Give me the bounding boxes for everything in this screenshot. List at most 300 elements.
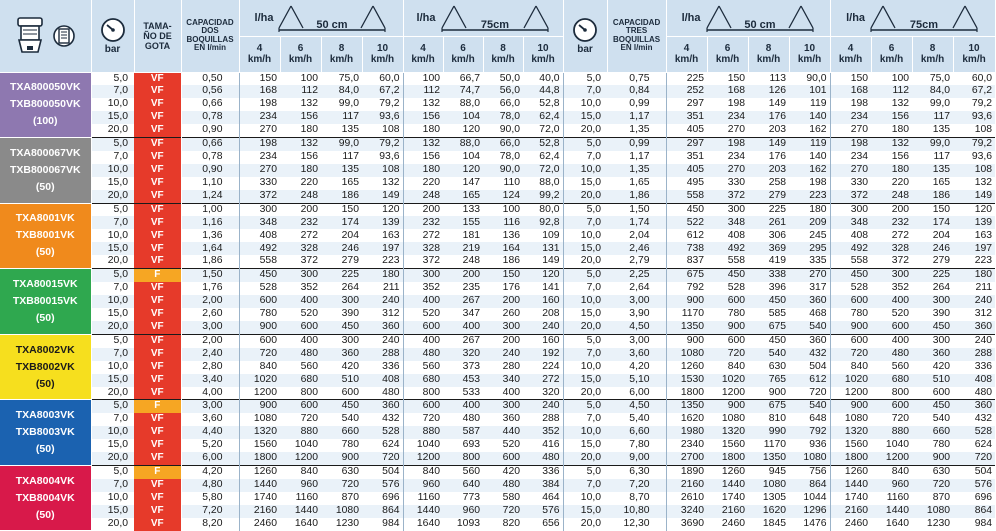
rate-75cm-three-cell: 1200 [830, 387, 871, 400]
rate-75cm-three-cell: 112 [871, 85, 912, 98]
rate-50cm-three-cell: 408 [707, 229, 748, 242]
rate-50cm-two-cell: 156 [280, 151, 321, 164]
rate-75cm-two-cell: 1440 [403, 505, 443, 518]
rate-50cm-three-cell: 252 [666, 85, 707, 98]
rate-50cm-three-cell: 720 [707, 348, 748, 361]
rate-50cm-two-cell: 720 [321, 479, 362, 492]
rate-75cm-three-cell: 510 [912, 374, 953, 387]
table-row [0, 229, 995, 242]
rate-50cm-three-cell: 450 [707, 269, 748, 282]
spacing-label: 75cm [909, 18, 939, 31]
rate-50cm-three-cell: 765 [748, 374, 789, 387]
rate-75cm-three-cell: 198 [830, 138, 871, 151]
pressure-cell: 15,0 [91, 439, 134, 452]
pressure-cell: 5,0 [563, 269, 607, 282]
rate-75cm-two-cell: 600 [403, 400, 443, 413]
capacity-three-cell: 5,10 [607, 374, 666, 387]
rate-50cm-three-cell: 338 [748, 269, 789, 282]
rate-50cm-two-cell: 60,0 [362, 72, 403, 85]
tip-model-line: TXA8003VK [15, 409, 75, 422]
speed-header [403, 36, 443, 72]
rate-50cm-two-cell: 300 [321, 334, 362, 347]
capacity-two-cell: 4,20 [181, 466, 239, 479]
rate-75cm-two-cell: 40,0 [523, 72, 563, 85]
pressure-cell: 5,0 [91, 400, 134, 413]
speed-header [707, 36, 748, 72]
rate-50cm-three-cell: 1296 [789, 505, 830, 518]
rate-50cm-three-cell: 270 [789, 269, 830, 282]
rate-75cm-three-cell: 480 [871, 348, 912, 361]
rate-50cm-three-cell: 900 [707, 400, 748, 413]
rate-50cm-three-cell: 330 [707, 177, 748, 190]
rate-50cm-three-cell: 245 [789, 229, 830, 242]
rate-75cm-two-cell: 960 [403, 479, 443, 492]
rate-50cm-two-cell: 720 [362, 452, 403, 465]
speed-unit: km/h [329, 54, 354, 65]
capacity-two-cell: 0,78 [181, 111, 239, 124]
rate-50cm-two-cell: 132 [362, 177, 403, 190]
rate-75cm-two-cell: 587 [443, 426, 483, 439]
rate-75cm-two-cell: 150 [483, 269, 523, 282]
rate-75cm-two-cell: 320 [523, 387, 563, 400]
rate-75cm-three-cell: 312 [953, 308, 995, 321]
rate-75cm-two-cell: 200 [403, 203, 443, 216]
rate-75cm-two-cell: 52,8 [523, 98, 563, 111]
speed-header [280, 36, 321, 72]
rate-50cm-two-cell: 450 [321, 321, 362, 334]
speed-value: 6 [460, 43, 466, 54]
rate-75cm-two-cell: 1200 [403, 452, 443, 465]
bar-label: bar [104, 43, 121, 55]
table-row [0, 426, 995, 439]
spray-pattern-icon [705, 4, 815, 32]
rate-50cm-two-cell: 197 [362, 242, 403, 255]
rate-75cm-two-cell: 280 [483, 361, 523, 374]
tip-model-line: (100) [32, 115, 58, 128]
drop-size-cell: VF [134, 177, 181, 190]
capacity-three-cell: 9,00 [607, 452, 666, 465]
rate-75cm-three-cell: 180 [871, 164, 912, 177]
tip-model-line: (50) [35, 443, 55, 456]
speed-header [912, 36, 953, 72]
speed-unit: km/h [920, 54, 945, 65]
pressure-cell: 10,0 [91, 492, 134, 505]
rate-75cm-three-cell: 960 [871, 479, 912, 492]
rate-75cm-three-cell: 132 [953, 177, 995, 190]
rate-75cm-two-cell: 147 [443, 177, 483, 190]
rate-75cm-three-cell: 372 [830, 190, 871, 203]
rate-50cm-two-cell: 696 [362, 492, 403, 505]
rate-50cm-two-cell: 248 [280, 190, 321, 203]
rate-50cm-three-cell: 600 [707, 334, 748, 347]
drop-size-cell: VF [134, 387, 181, 400]
rate-50cm-two-cell: 390 [321, 308, 362, 321]
table-row [0, 216, 995, 229]
rate-75cm-three-cell: 900 [912, 452, 953, 465]
pressure-gauge-icon [100, 17, 126, 43]
cap-three-line-4: EN l/min [620, 43, 653, 53]
rate-50cm-two-cell: 198 [239, 138, 280, 151]
rate-50cm-two-cell: 480 [362, 387, 403, 400]
rate-50cm-three-cell: 585 [748, 308, 789, 321]
rate-75cm-two-cell: 66,7 [443, 72, 483, 85]
pressure-cell: 7,0 [91, 413, 134, 426]
rate-75cm-two-cell: 104 [443, 111, 483, 124]
rate-75cm-three-cell: 840 [871, 466, 912, 479]
rate-50cm-three-cell: 1890 [666, 466, 707, 479]
rate-50cm-three-cell: 522 [666, 216, 707, 229]
bar-label: bar [577, 43, 593, 55]
rate-50cm-three-cell: 792 [789, 426, 830, 439]
rate-75cm-two-cell: 132 [403, 98, 443, 111]
rate-75cm-two-cell: 235 [443, 282, 483, 295]
rate-75cm-two-cell: 400 [403, 334, 443, 347]
rate-75cm-two-cell: 72,0 [523, 124, 563, 137]
rate-50cm-two-cell: 348 [239, 216, 280, 229]
drop-size-cell: VF [134, 426, 181, 439]
pressure-cell: 7,0 [91, 216, 134, 229]
rate-75cm-three-cell: 1440 [830, 479, 871, 492]
rate-75cm-two-cell: 78,0 [483, 151, 523, 164]
pressure-cell: 15,0 [563, 439, 607, 452]
rate-50cm-three-cell: 675 [666, 269, 707, 282]
rate-50cm-two-cell: 180 [362, 269, 403, 282]
speed-unit: km/h [491, 54, 515, 65]
drop-size-cell: VF [134, 348, 181, 361]
rate-50cm-two-cell: 156 [280, 111, 321, 124]
rate-50cm-three-cell: 2460 [707, 518, 748, 531]
capacity-three-cell: 1,74 [607, 216, 666, 229]
rate-50cm-three-cell: 495 [666, 177, 707, 190]
rate-50cm-three-cell: 419 [748, 255, 789, 268]
rate-75cm-two-cell: 100 [483, 203, 523, 216]
drop-size-cell: VF [134, 413, 181, 426]
rate-75cm-two-cell: 453 [443, 374, 483, 387]
rate-75cm-two-cell: 693 [443, 439, 483, 452]
rate-50cm-two-cell: 1040 [280, 439, 321, 452]
rate-50cm-three-cell: 612 [666, 229, 707, 242]
rate-50cm-two-cell: 84,0 [321, 85, 362, 98]
rate-75cm-two-cell: 62,4 [523, 151, 563, 164]
rate-75cm-three-cell: 560 [871, 361, 912, 374]
capacity-two-cell: 1,76 [181, 282, 239, 295]
rate-75cm-two-cell: 272 [523, 374, 563, 387]
drop-size-cell: VF [134, 479, 181, 492]
rate-75cm-two-cell: 400 [483, 387, 523, 400]
rate-75cm-two-cell: 110 [483, 177, 523, 190]
rate-75cm-two-cell: 300 [403, 269, 443, 282]
rate-50cm-three-cell: 279 [748, 190, 789, 203]
rate-75cm-three-cell: 232 [871, 216, 912, 229]
rate-50cm-three-cell: 351 [666, 111, 707, 124]
rate-50cm-two-cell: 408 [362, 374, 403, 387]
rate-50cm-two-cell: 93,6 [362, 111, 403, 124]
capacity-two-cell: 0,56 [181, 85, 239, 98]
table-row [0, 334, 995, 347]
rate-50cm-two-cell: 272 [280, 229, 321, 242]
rate-50cm-three-cell: 2610 [666, 492, 707, 505]
rate-75cm-two-cell: 372 [403, 255, 443, 268]
tip-model-label [0, 400, 91, 466]
rate-75cm-three-cell: 300 [871, 269, 912, 282]
rate-50cm-three-cell: 1350 [748, 452, 789, 465]
rate-50cm-two-cell: 900 [321, 452, 362, 465]
rate-50cm-two-cell: 211 [362, 282, 403, 295]
pressure-cell: 7,0 [563, 282, 607, 295]
drop-size-cell: VF [134, 452, 181, 465]
rate-75cm-two-cell: 248 [443, 255, 483, 268]
rate-50cm-three-cell: 1980 [666, 426, 707, 439]
speed-header [239, 36, 280, 72]
rate-50cm-two-cell: 67,2 [362, 85, 403, 98]
drop-size-cell: VF [134, 439, 181, 452]
capacity-three-cell: 4,50 [607, 321, 666, 334]
rate-50cm-three-cell: 360 [789, 295, 830, 308]
pressure-cell: 7,0 [563, 85, 607, 98]
rate-75cm-three-cell: 600 [830, 334, 871, 347]
rate-75cm-three-cell: 420 [912, 361, 953, 374]
rate-75cm-three-cell: 400 [871, 334, 912, 347]
rate-75cm-two-cell: 208 [523, 308, 563, 321]
rate-50cm-two-cell: 870 [321, 492, 362, 505]
rate-50cm-three-cell: 1170 [748, 439, 789, 452]
drop-size-cell: VF [134, 111, 181, 124]
rate-50cm-two-cell: 540 [321, 413, 362, 426]
table-row [0, 400, 995, 413]
rate-50cm-two-cell: 330 [239, 177, 280, 190]
rate-75cm-two-cell: 90,0 [483, 124, 523, 137]
rate-75cm-three-cell: 348 [830, 216, 871, 229]
tip-model-label [0, 72, 91, 138]
capacity-two-cell: 3,00 [181, 400, 239, 413]
rate-75cm-two-cell: 248 [403, 190, 443, 203]
capacity-two-cell: 1,00 [181, 203, 239, 216]
rate-50cm-three-cell: 1530 [666, 374, 707, 387]
rate-75cm-three-cell: 372 [871, 255, 912, 268]
capacity-three-cell: 8,70 [607, 492, 666, 505]
rate-50cm-three-cell: 1800 [666, 387, 707, 400]
rate-50cm-two-cell: 840 [280, 466, 321, 479]
rate-75cm-three-cell: 864 [953, 505, 995, 518]
drop-size-cell: VF [134, 216, 181, 229]
capacity-three-cell: 1,35 [607, 124, 666, 137]
pressure-cell: 10,0 [563, 295, 607, 308]
rate-50cm-three-cell: 720 [789, 387, 830, 400]
rate-75cm-two-cell: 88,0 [523, 177, 563, 190]
pressure-cell: 7,0 [563, 216, 607, 229]
rate-50cm-two-cell: 99,0 [321, 138, 362, 151]
rate-50cm-three-cell: 270 [707, 124, 748, 137]
speed-unit: km/h [674, 54, 699, 65]
rate-50cm-two-cell: 600 [321, 387, 362, 400]
rate-50cm-two-cell: 1560 [239, 439, 280, 452]
tip-model-line: (50) [35, 377, 55, 390]
drop-size-cell: VF [134, 164, 181, 177]
rate-50cm-three-cell: 558 [666, 190, 707, 203]
speed-unit: km/h [288, 54, 313, 65]
pressure-cell: 20,0 [91, 124, 134, 137]
capacity-three-cell: 2,46 [607, 242, 666, 255]
capacity-three-cell: 4,50 [607, 400, 666, 413]
speed-value: 10 [376, 43, 389, 54]
pressure-cell: 7,0 [91, 282, 134, 295]
rate-75cm-three-cell: 1080 [912, 505, 953, 518]
rate-50cm-two-cell: 174 [321, 216, 362, 229]
rate-50cm-two-cell: 93,6 [362, 151, 403, 164]
speed-header [953, 36, 995, 72]
rate-50cm-two-cell: 132 [280, 98, 321, 111]
pressure-cell: 7,0 [91, 151, 134, 164]
tip-model-label [0, 334, 91, 400]
rate-50cm-two-cell: 1080 [321, 505, 362, 518]
capacity-three-cell: 1,17 [607, 151, 666, 164]
drop-size-cell: F [134, 466, 181, 479]
rate-50cm-two-cell: 2160 [239, 505, 280, 518]
rate-50cm-two-cell: 135 [321, 124, 362, 137]
lha-50-header [239, 0, 403, 36]
capacity-two-cell: 6,00 [181, 452, 239, 465]
capacity-three-cell: 2,79 [607, 255, 666, 268]
rate-50cm-three-cell: 492 [707, 242, 748, 255]
rate-50cm-two-cell: 510 [321, 374, 362, 387]
speed-value: 6 [888, 43, 895, 54]
rate-50cm-three-cell: 756 [789, 466, 830, 479]
rate-75cm-two-cell: 267 [443, 295, 483, 308]
rate-75cm-three-cell: 163 [953, 229, 995, 242]
tip-model-line: TXA80015VK [12, 278, 78, 291]
rate-75cm-two-cell: 109 [523, 229, 563, 242]
rate-50cm-three-cell: 2160 [707, 505, 748, 518]
pressure-cell: 5,0 [91, 269, 134, 282]
rate-50cm-three-cell: 372 [707, 190, 748, 203]
table-row [0, 269, 995, 282]
speed-header [523, 36, 563, 72]
rate-50cm-three-cell: 113 [748, 72, 789, 85]
rate-75cm-three-cell: 480 [953, 387, 995, 400]
rate-50cm-three-cell: 203 [748, 164, 789, 177]
rate-75cm-three-cell: 720 [912, 479, 953, 492]
rate-50cm-three-cell: 2700 [666, 452, 707, 465]
drop-size-cell: VF [134, 308, 181, 321]
rate-50cm-three-cell: 234 [707, 111, 748, 124]
rate-75cm-three-cell: 197 [953, 242, 995, 255]
rate-50cm-three-cell: 2160 [666, 479, 707, 492]
rate-75cm-three-cell: 336 [953, 361, 995, 374]
rate-50cm-three-cell: 405 [666, 124, 707, 137]
tip-model-line: TXB800050VK [9, 98, 81, 111]
rate-50cm-three-cell: 1350 [666, 321, 707, 334]
rate-75cm-three-cell: 270 [830, 124, 871, 137]
rate-50cm-three-cell: 840 [707, 361, 748, 374]
rate-75cm-two-cell: 352 [523, 426, 563, 439]
lha-75-header-2 [830, 0, 995, 36]
rate-75cm-two-cell: 160 [523, 295, 563, 308]
rate-75cm-three-cell: 600 [912, 387, 953, 400]
pressure-cell: 7,0 [563, 151, 607, 164]
speed-value: 8 [500, 43, 506, 54]
rate-50cm-two-cell: 246 [321, 242, 362, 255]
pressure-cell: 20,0 [563, 452, 607, 465]
pressure-cell: 10,0 [91, 426, 134, 439]
rate-50cm-three-cell: 1044 [789, 492, 830, 505]
rate-50cm-two-cell: 420 [321, 361, 362, 374]
rate-75cm-three-cell: 1200 [871, 452, 912, 465]
tip-model-line: TXA8004VK [15, 474, 75, 487]
rate-50cm-three-cell: 1080 [789, 452, 830, 465]
rate-50cm-three-cell: 3240 [666, 505, 707, 518]
rate-75cm-three-cell: 204 [912, 229, 953, 242]
table-row [0, 361, 995, 374]
rate-75cm-two-cell: 820 [483, 518, 523, 531]
rate-75cm-three-cell: 360 [912, 348, 953, 361]
tip-model-line: TXA8002VK [15, 343, 75, 356]
speed-unit: km/h [247, 54, 272, 65]
rate-50cm-two-cell: 150 [239, 72, 280, 85]
pressure-cell: 5,0 [91, 72, 134, 85]
rate-50cm-two-cell: 624 [362, 439, 403, 452]
rate-50cm-three-cell: 1080 [707, 413, 748, 426]
rate-50cm-three-cell: 945 [748, 466, 789, 479]
drop-size-line-3: GOTA [144, 40, 171, 51]
rate-50cm-three-cell: 162 [789, 164, 830, 177]
rate-50cm-three-cell: 405 [666, 164, 707, 177]
rate-50cm-two-cell: 1200 [239, 387, 280, 400]
rate-50cm-three-cell: 540 [789, 400, 830, 413]
rate-75cm-three-cell: 288 [953, 348, 995, 361]
rate-75cm-two-cell: 155 [443, 216, 483, 229]
rate-75cm-three-cell: 680 [871, 374, 912, 387]
rate-50cm-two-cell: 135 [321, 164, 362, 177]
drop-size-line-2: ÑO DE [143, 30, 172, 41]
rate-75cm-three-cell: 600 [830, 295, 871, 308]
rate-50cm-two-cell: 200 [280, 203, 321, 216]
rate-75cm-three-cell: 120 [953, 203, 995, 216]
speed-value: 4 [256, 43, 263, 54]
pressure-cell: 20,0 [91, 452, 134, 465]
rate-75cm-three-cell: 1230 [912, 518, 953, 531]
table-row [0, 255, 995, 268]
rate-50cm-three-cell: 792 [666, 282, 707, 295]
rate-50cm-three-cell: 225 [748, 203, 789, 216]
rate-75cm-two-cell: 328 [403, 242, 443, 255]
rate-75cm-three-cell: 60,0 [953, 72, 995, 85]
rate-50cm-two-cell: 528 [362, 426, 403, 439]
rate-75cm-two-cell: 200 [443, 269, 483, 282]
rate-50cm-three-cell: 295 [789, 242, 830, 255]
rate-75cm-three-cell: 234 [830, 111, 871, 124]
rate-75cm-two-cell: 165 [443, 190, 483, 203]
rate-50cm-two-cell: 576 [362, 479, 403, 492]
lha-label: l/ha [846, 11, 866, 24]
tip-model-label [0, 203, 91, 269]
rate-50cm-two-cell: 1080 [239, 413, 280, 426]
rate-75cm-two-cell: 133 [443, 203, 483, 216]
rate-50cm-three-cell: 936 [789, 439, 830, 452]
rate-75cm-two-cell: 78,0 [483, 111, 523, 124]
cap-three-header [607, 0, 666, 72]
rate-75cm-three-cell: 198 [830, 98, 871, 111]
pressure-cell: 20,0 [91, 255, 134, 268]
rate-50cm-three-cell: 360 [789, 334, 830, 347]
drop-size-cell: VF [134, 98, 181, 111]
rate-75cm-three-cell: 1040 [871, 439, 912, 452]
rate-50cm-three-cell: 675 [748, 400, 789, 413]
rate-50cm-two-cell: 165 [321, 177, 362, 190]
rate-75cm-two-cell: 880 [403, 426, 443, 439]
rate-75cm-two-cell: 340 [483, 374, 523, 387]
cap-two-line-3: BOQUILLAS [186, 34, 234, 44]
rate-75cm-three-cell: 300 [912, 295, 953, 308]
